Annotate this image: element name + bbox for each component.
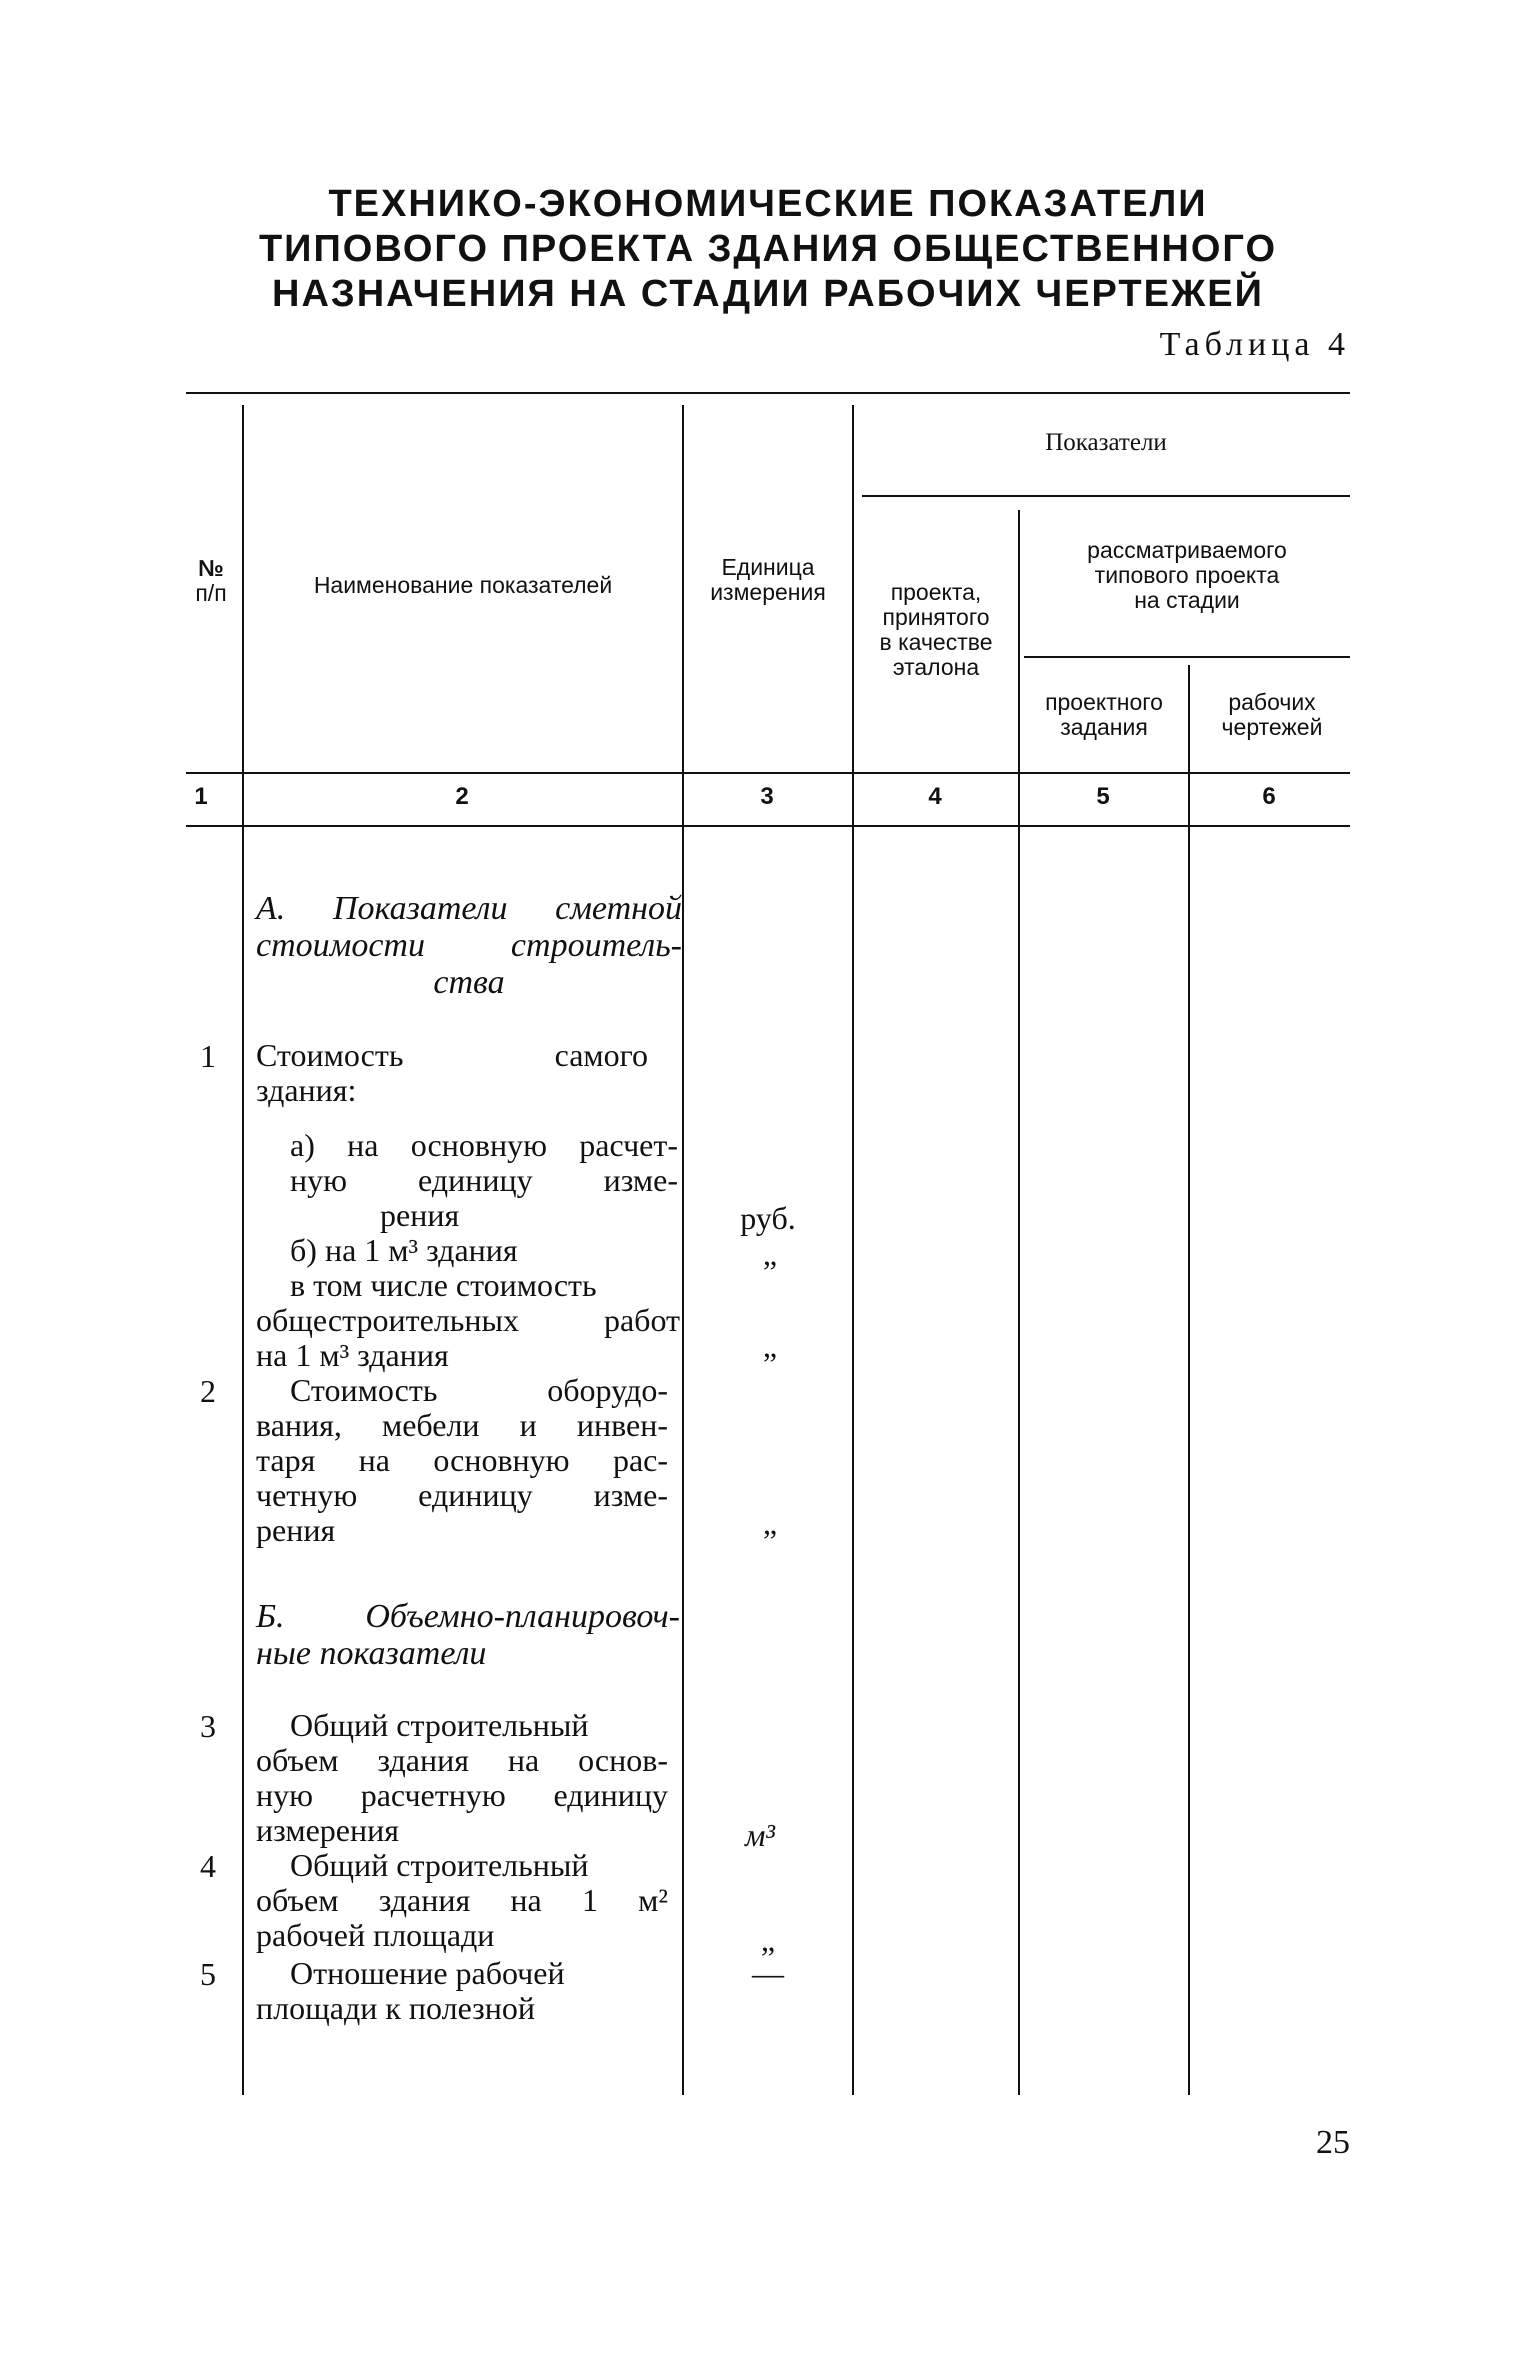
- header-considered-line-3: на стадии: [1134, 587, 1240, 613]
- row-1a-line-1: а) на основную расчет-: [290, 1127, 678, 1163]
- row-1c-name: [256, 1268, 680, 1373]
- row-3-line-1: Общий строительный: [290, 1707, 589, 1743]
- header-etalon-line-2: принятого: [882, 604, 990, 630]
- title-line-1: ТЕХНИКО-ЭКОНОМИЧЕСКИЕ ПОКАЗАТЕЛИ: [328, 183, 1208, 225]
- row-4-line-3: рабочей площади: [256, 1917, 495, 1953]
- header-etalon: [858, 580, 1014, 680]
- section-b-line-2: ные показатели: [256, 1635, 487, 1672]
- header-considered-line-1: рассматриваемого: [1087, 537, 1287, 563]
- col-divider-3: [852, 405, 854, 2095]
- section-a-line-3: ства: [433, 964, 505, 1001]
- row-4-name: [256, 1848, 668, 1953]
- row-1c-line-1: в том числе стоимость: [290, 1267, 597, 1303]
- row-4-unit: „: [760, 1922, 776, 1958]
- header-unit: [688, 555, 848, 605]
- row-1a-line-2: ную единицу изме-: [290, 1162, 678, 1198]
- row-3-line-4: измерения: [256, 1812, 399, 1848]
- row-1-number: 1: [200, 1038, 216, 1074]
- row-4-number: 4: [200, 1848, 216, 1884]
- row-1a-name: [290, 1128, 678, 1233]
- row-2-line-5: рения: [256, 1512, 336, 1548]
- header-number-sign: №: [198, 555, 224, 581]
- row-2-unit: „: [762, 1505, 778, 1541]
- header-unit-line-2: измерения: [710, 579, 826, 605]
- colnum-2: 2: [455, 783, 469, 810]
- row-2-line-2: вания, мебели и инвен-: [256, 1407, 668, 1443]
- col-divider-5: [1188, 665, 1190, 2095]
- row-2-line-1: Стоимость оборудо-: [290, 1372, 668, 1408]
- row-1b-name: б) на 1 м³ здания: [290, 1232, 518, 1268]
- row-5-line-2: площади к полезной: [256, 1990, 536, 2026]
- row-3-line-2: объем здания на основ-: [256, 1742, 668, 1778]
- header-bottom-rule: [186, 772, 1350, 774]
- page-title: [230, 182, 1306, 317]
- row-1a-unit: руб.: [740, 1200, 796, 1236]
- colnum-3: 3: [760, 783, 774, 810]
- row-1-line-2: здания:: [256, 1072, 357, 1108]
- row-2-line-4: четную единицу изме-: [256, 1477, 668, 1513]
- row-1b-unit: „: [762, 1236, 778, 1272]
- row-1c-line-2: общестроительных работ: [256, 1302, 680, 1338]
- header-top-rule: [186, 392, 1350, 394]
- header-number: [186, 556, 236, 606]
- row-5-number: 5: [200, 1956, 216, 1992]
- header-working: [1194, 690, 1350, 740]
- header-design-task-line-2: задания: [1060, 714, 1148, 740]
- header-indicators: Показатели: [1045, 429, 1167, 456]
- header-etalon-line-1: проекта,: [890, 579, 982, 605]
- row-2-line-3: таря на основную рас-: [256, 1442, 668, 1478]
- colnum-5: 5: [1096, 783, 1110, 810]
- section-a-line-1: А. Показатели сметной: [256, 890, 682, 927]
- row-1-line-1: Стоимость самого: [256, 1037, 648, 1073]
- col-divider-4: [1018, 510, 1020, 2095]
- section-a-line-2: стоимости строитель-: [256, 927, 682, 964]
- header-etalon-line-4: эталона: [892, 654, 980, 680]
- colnum-6: 6: [1262, 783, 1276, 810]
- title-line-2: ТИПОВОГО ПРОЕКТА ЗДАНИЯ ОБЩЕСТВЕННОГО: [258, 228, 1278, 270]
- row-1-name: [256, 1038, 648, 1108]
- stage-rule: [1024, 656, 1350, 658]
- row-5-name: [256, 1956, 656, 2026]
- row-5-line-1: Отношение рабочей: [290, 1955, 565, 1991]
- row-2-number: 2: [200, 1373, 216, 1409]
- page-number: 25: [1316, 2124, 1350, 2161]
- colnum-bottom-rule: [186, 825, 1350, 827]
- table-label: Таблица 4: [1159, 326, 1350, 363]
- header-working-line-1: рабочих: [1228, 689, 1316, 715]
- row-3-unit: м³: [744, 1817, 775, 1853]
- colnum-1: 1: [194, 783, 208, 810]
- row-1c-unit: „: [762, 1328, 778, 1364]
- row-3-name: [256, 1708, 668, 1848]
- row-2-name: [256, 1373, 668, 1548]
- row-4-line-2: объем здания на 1 м²: [256, 1882, 668, 1918]
- indicators-rule: [862, 495, 1350, 497]
- header-considered-line-2: типового проекта: [1094, 562, 1280, 588]
- row-1a-line-3: рения: [380, 1197, 460, 1233]
- row-1c-line-3: на 1 м³ здания: [256, 1337, 449, 1373]
- row-3-line-3: ную расчетную единицу: [256, 1777, 668, 1813]
- col-divider-1: [242, 405, 244, 2095]
- row-5-unit: —: [752, 1955, 784, 1991]
- row-4-line-1: Общий строительный: [290, 1847, 589, 1883]
- title-line-3: НАЗНАЧЕНИЯ НА СТАДИИ РАБОЧИХ ЧЕРТЕЖЕЙ: [272, 273, 1264, 315]
- colnum-4: 4: [928, 783, 942, 810]
- header-design-task: [1024, 690, 1184, 740]
- row-3-number: 3: [200, 1708, 216, 1744]
- header-name: Наименование показателей: [313, 572, 613, 598]
- header-design-task-line-1: проектного: [1045, 689, 1163, 715]
- header-number-pp: п/п: [195, 580, 227, 606]
- header-unit-line-1: Единица: [721, 554, 815, 580]
- section-b-line-1: Б. Объемно-планировоч-: [256, 1598, 680, 1635]
- header-considered: [1024, 538, 1350, 613]
- section-a-heading: [256, 890, 682, 1001]
- section-b-heading: [256, 1598, 680, 1672]
- header-working-line-2: чертежей: [1221, 714, 1323, 740]
- header-etalon-line-3: в качестве: [879, 629, 993, 655]
